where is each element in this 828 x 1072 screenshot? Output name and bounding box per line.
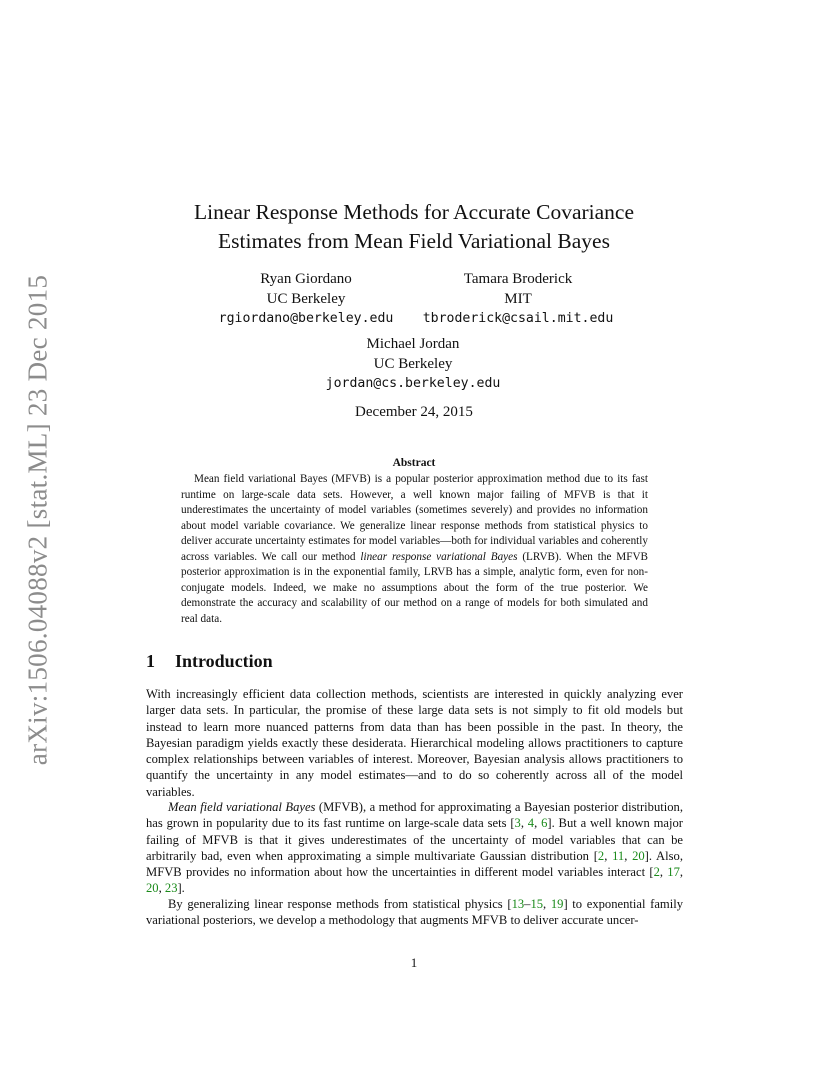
author-name: Michael Jordan (366, 336, 460, 352)
citation-link[interactable]: 23 (164, 881, 178, 896)
paragraph-text: ]. But a well known major failing of MFVB is that it gives underestimates of the uncertainty of model variables that can be arbitrarily bad, even when approximating a simple multivariate Gaussian distribution [ (146, 816, 683, 863)
intro-paragraph-1: With increasingly efficient data collection methods, scientists are interested in quickly analyzing ever larger data sets. In particular, the promise of these large data sets is not simply to fit old models but instead to learn more nuanced patterns from data than has been possible in the past. In theory, the Bayesian paradigm yields exactly these desiderata. Hierarchical modeling allows practitioners to capture complex relationships between variables of interest. Moreover, Bayesian analysis allows practitioners to quantify the uncertainty in any model estimates—and to do so coherently across all of the model variables. (146, 687, 683, 799)
paragraph-text: ]. Also, MFVB provides no information about how the uncertainties in different model variables interact [ (146, 848, 683, 880)
abstract-text-part: Mean field variational Bayes (MFVB) is a popular posterior approximation method due to its fast runtime on large-scale data sets. However, a well known major failing of MFVB is that it underestimates the uncertainty of model variables (sometimes severely) and provides no information about model variable covariance. We generalize linear response methods from statistical physics to deliver accurate uncertainty estimates for model variables—both for individual variables and coherently across variables. We call our method (181, 473, 648, 563)
author-affiliation: MIT (504, 290, 532, 307)
citation-link[interactable]: 6 (541, 816, 548, 831)
citation-link[interactable]: 4 (527, 816, 535, 831)
citation-link[interactable]: 2 (653, 865, 660, 880)
intro-paragraph-2: Mean field variational Bayes (MFVB), a method for approximating a Bayesian posterior distribution, has grown in popularity due to its fast runtime on large-scale data sets [3, 4, 6]. But a well known major failing of MFVB is that it gives underestimates of the uncertainty of model variables that can be arbitrarily bad, even when approximating a simple multivariate Gaussian distribution [2, 11, 20]. Also, MFVB provides no information about how the uncertainties in different model variables interact [2, 17, 20, 23]. (146, 800, 684, 896)
author-email: tbroderick@csail.mit.edu (422, 311, 614, 326)
author-email: jordan@cs.berkeley.edu (325, 376, 501, 391)
paper-title (0, 198, 828, 256)
section-heading-introduction (146, 651, 273, 672)
title-line-2: Estimates from Mean Field Variational Bayes (218, 229, 610, 253)
paper-date: December 24, 2015 (355, 404, 473, 420)
citation-link[interactable]: 20 (146, 881, 159, 896)
abstract-emphasis: linear response variational Bayes (360, 550, 518, 563)
author-block-broderick (418, 270, 618, 329)
abstract-text-part: (LRVB). When the MFVB posterior approximation is in the exponential family, LRVB has a simple, analytic form, even for non-conjugate models. Indeed, we make no assumptions about the form of the true posterior. We demonstrate the accuracy and scalability of our method on a range of models for both simulated and real data. (181, 550, 648, 625)
section-number: 1 (146, 651, 155, 671)
author-email: rgiordano@berkeley.edu (218, 311, 394, 326)
citation-link[interactable]: 11 (612, 848, 625, 863)
citation-link[interactable]: 20 (632, 848, 645, 863)
paragraph-emphasis: Mean field variational Bayes (168, 800, 316, 814)
abstract-text (181, 472, 648, 627)
page-number: 1 (410, 955, 418, 970)
citation-link[interactable]: 17 (667, 865, 680, 880)
paragraph-text: (MFVB), a method for approximating a Bayesian posterior distribution, has grown in popularity due to its fast runtime on large-scale data sets [ (146, 800, 684, 831)
abstract-heading: Abstract (392, 457, 436, 469)
paragraph-text: ]. (177, 881, 185, 896)
citation-link[interactable]: 15 (530, 897, 544, 911)
citation-link[interactable]: 13 (511, 897, 525, 911)
citation-link[interactable]: 3 (514, 816, 521, 831)
arxiv-identifier-stamp: arXiv:1506.04088v2 [stat.ML] 23 Dec 2015 (22, 274, 53, 766)
title-line-1: Linear Response Methods for Accurate Covariance (194, 200, 634, 224)
author-block-jordan (313, 335, 513, 394)
author-name: Ryan Giordano (260, 271, 352, 287)
citation-link[interactable]: 19 (550, 897, 564, 911)
author-affiliation: UC Berkeley (373, 355, 453, 372)
paragraph-text: By generalizing linear response methods from statistical physics [ (168, 897, 512, 911)
paragraph-text: ] to exponential family variational posteriors, we develop a methodology that augments MFVB to deliver accurate uncer- (146, 897, 683, 928)
citation-link[interactable]: 2 (597, 848, 605, 863)
author-name: Tamara Broderick (463, 271, 573, 287)
author-affiliation: UC Berkeley (266, 290, 346, 307)
section-title: Introduction (175, 651, 273, 671)
intro-paragraph-3: By generalizing linear response methods from statistical physics [13–15, 19] to exponential family variational posteriors, we develop a methodology that augments MFVB to deliver accurate uncer- (146, 897, 683, 928)
author-block-giordano (206, 270, 406, 329)
